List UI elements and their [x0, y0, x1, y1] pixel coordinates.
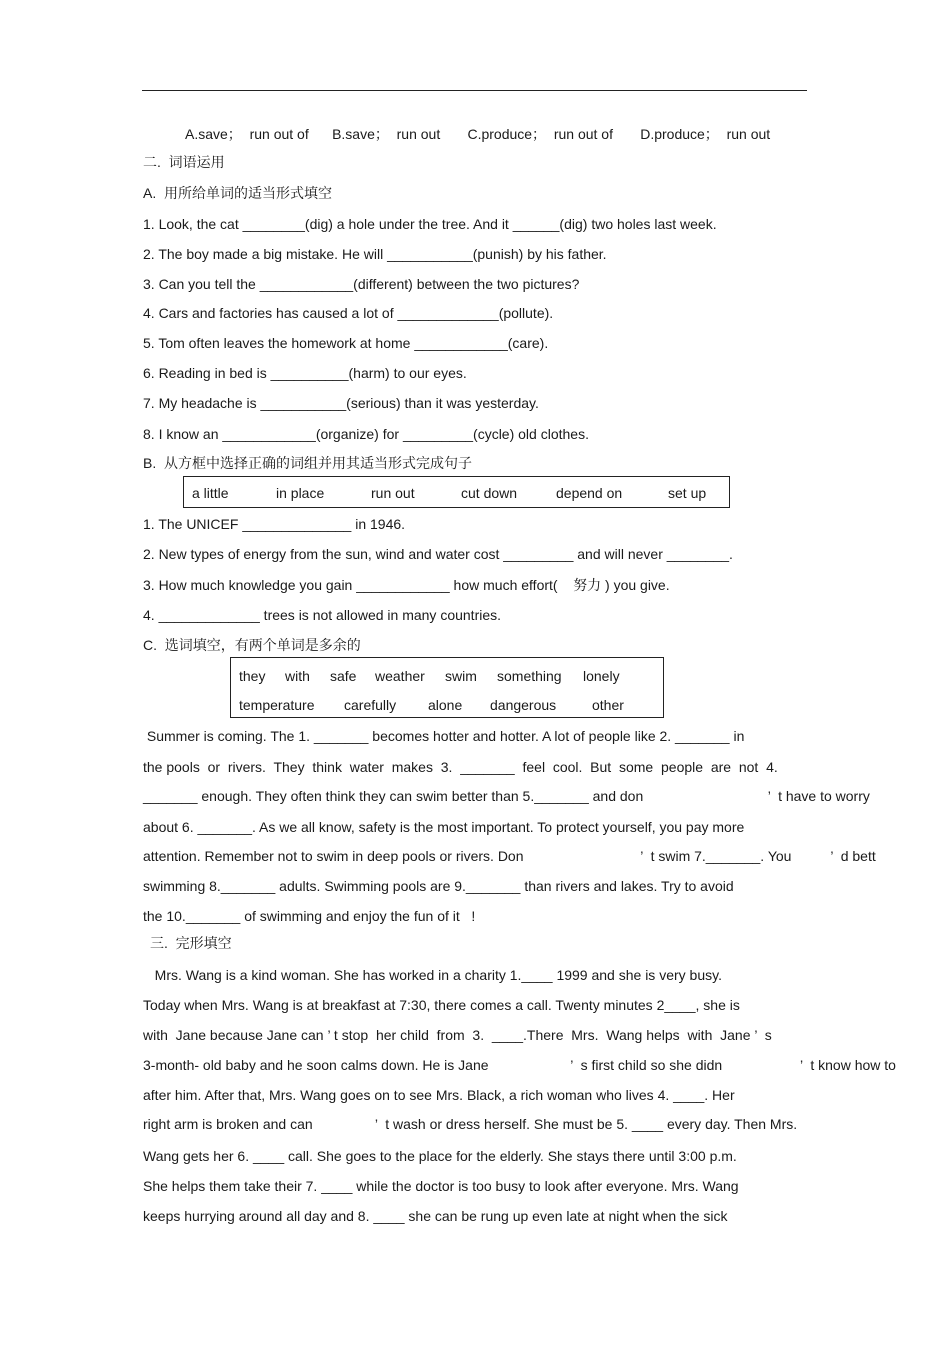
partC-passage-line: the 10._______ of swimming and enjoy the fun of it ! — [143, 908, 476, 924]
cloze-passage-line: 3-month- old baby and he soon calms down. He is Jane ’ s first child so she didn ’ t know how to — [143, 1057, 896, 1073]
box-word: depend on — [556, 485, 623, 501]
partC-passage-line: _______ enough. They often think they can swim better than 5._______ and don ’ t have to worry — [143, 788, 870, 804]
box-word: with — [285, 668, 310, 684]
box-word: lonely — [583, 668, 620, 684]
partB-item-1: 1. The UNICEF ______________ in 1946. — [143, 516, 406, 532]
partA-item-1: 1. Look, the cat ________(dig) a hole under the tree. And it ______(dig) two holes last week. — [143, 216, 717, 232]
partC-passage-line: swimming 8._______ adults. Swimming pools are 9._______ than rivers and lakes. Try to avoid — [143, 878, 734, 894]
partC-passage-line: attention. Remember not to swim in deep pools or rivers. Don ’ t swim 7._______. You ’ d bett — [143, 848, 876, 864]
box-word: other — [592, 697, 624, 713]
partA-item-7: 7. My headache is ___________(serious) than it was yesterday. — [143, 395, 539, 411]
partC-word-box — [230, 657, 664, 718]
box-word: set up — [668, 485, 707, 501]
box-word: swim — [445, 668, 477, 684]
box-word: something — [497, 668, 562, 684]
partA-item-4: 4. Cars and factories has caused a lot of _____________(pollute). — [143, 305, 554, 321]
partA-item-6: 6. Reading in bed is __________(harm) to our eyes. — [143, 365, 467, 381]
partB-item-4: 4. _____________ trees is not allowed in many countries. — [143, 607, 502, 623]
partB-item-3: 3. How much knowledge you gain ____________ how much effort( 努力 ) you give. — [143, 577, 670, 593]
partB-title: B. 从方框中选择正确的词组并用其适当形式完成句子 — [143, 455, 473, 471]
cloze-passage-line: Wang gets her 6. ____ call. She goes to the place for the elderly. She stays there until 3:00 p.m. — [143, 1148, 737, 1164]
cloze-passage-line: right arm is broken and can ’ t wash or dress herself. She must be 5. ____ every day. Then Mrs. — [143, 1116, 798, 1132]
cloze-passage-line: keeps hurrying around all day and 8. ____ she can be rung up even late at night when the sick — [143, 1208, 728, 1224]
box-word: safe — [330, 668, 357, 684]
box-word: carefully — [344, 697, 397, 713]
box-word: cut down — [461, 485, 518, 501]
box-word: run out — [371, 485, 415, 501]
partA-item-8: 8. I know an ____________(organize) for _________(cycle) old clothes. — [143, 426, 589, 442]
box-word: in place — [276, 485, 325, 501]
cloze-passage-line: She helps them take their 7. ____ while the doctor is too busy to look after everyone. Mrs. Wang — [143, 1178, 739, 1194]
partA-item-2: 2. The boy made a big mistake. He will ___________(punish) by his father. — [143, 246, 607, 262]
partB-word-box — [183, 476, 730, 508]
header-rule — [142, 90, 807, 91]
box-word: weather — [375, 668, 425, 684]
section3-title: 三. 完形填空 — [150, 935, 232, 951]
partC-title: C. 选词填空，有两个单词是多余的 — [143, 637, 361, 653]
partC-passage-line: Summer is coming. The 1. _______ becomes hotter and hotter. A lot of people like 2. _______ in — [143, 728, 745, 744]
partA-title: A. 用所给单词的适当形式填空 — [143, 185, 333, 201]
partA-item-5: 5. Tom often leaves the homework at home ____________(care). — [143, 335, 549, 351]
box-word: a little — [192, 485, 229, 501]
box-word: temperature — [239, 697, 315, 713]
box-word: dangerous — [490, 697, 557, 713]
box-word: alone — [428, 697, 463, 713]
partA-item-3: 3. Can you tell the ____________(different) between the two pictures? — [143, 276, 580, 292]
partC-passage-line: the pools or rivers. They think water makes 3. _______ feel cool. But some people are not 4. — [143, 759, 778, 775]
cloze-passage-line: with Jane because Jane can ’ t stop her child from 3. ____.There Mrs. Wang helps with Jane ’ s — [143, 1027, 772, 1043]
cloze-passage-line: after him. After that, Mrs. Wang goes on to see Mrs. Black, a rich woman who lives 4. ____. Her — [143, 1087, 735, 1103]
answer-options-line: A.save； run out of B.save； run out C.produce； run out of D.produce； run out — [185, 126, 771, 142]
partB-item-2: 2. New types of energy from the sun, wind and water cost _________ and will never ________. — [143, 546, 733, 562]
section2-title: 二. 词语运用 — [143, 154, 225, 170]
box-word: they — [239, 668, 266, 684]
cloze-passage-line: Mrs. Wang is a kind woman. She has worked in a charity 1.____ 1999 and she is very busy. — [143, 967, 722, 983]
cloze-passage-line: Today when Mrs. Wang is at breakfast at 7:30, there comes a call. Twenty minutes 2____, she is — [143, 997, 740, 1013]
partC-passage-line: about 6. _______. As we all know, safety is the most important. To protect yourself, you pay more — [143, 819, 745, 835]
